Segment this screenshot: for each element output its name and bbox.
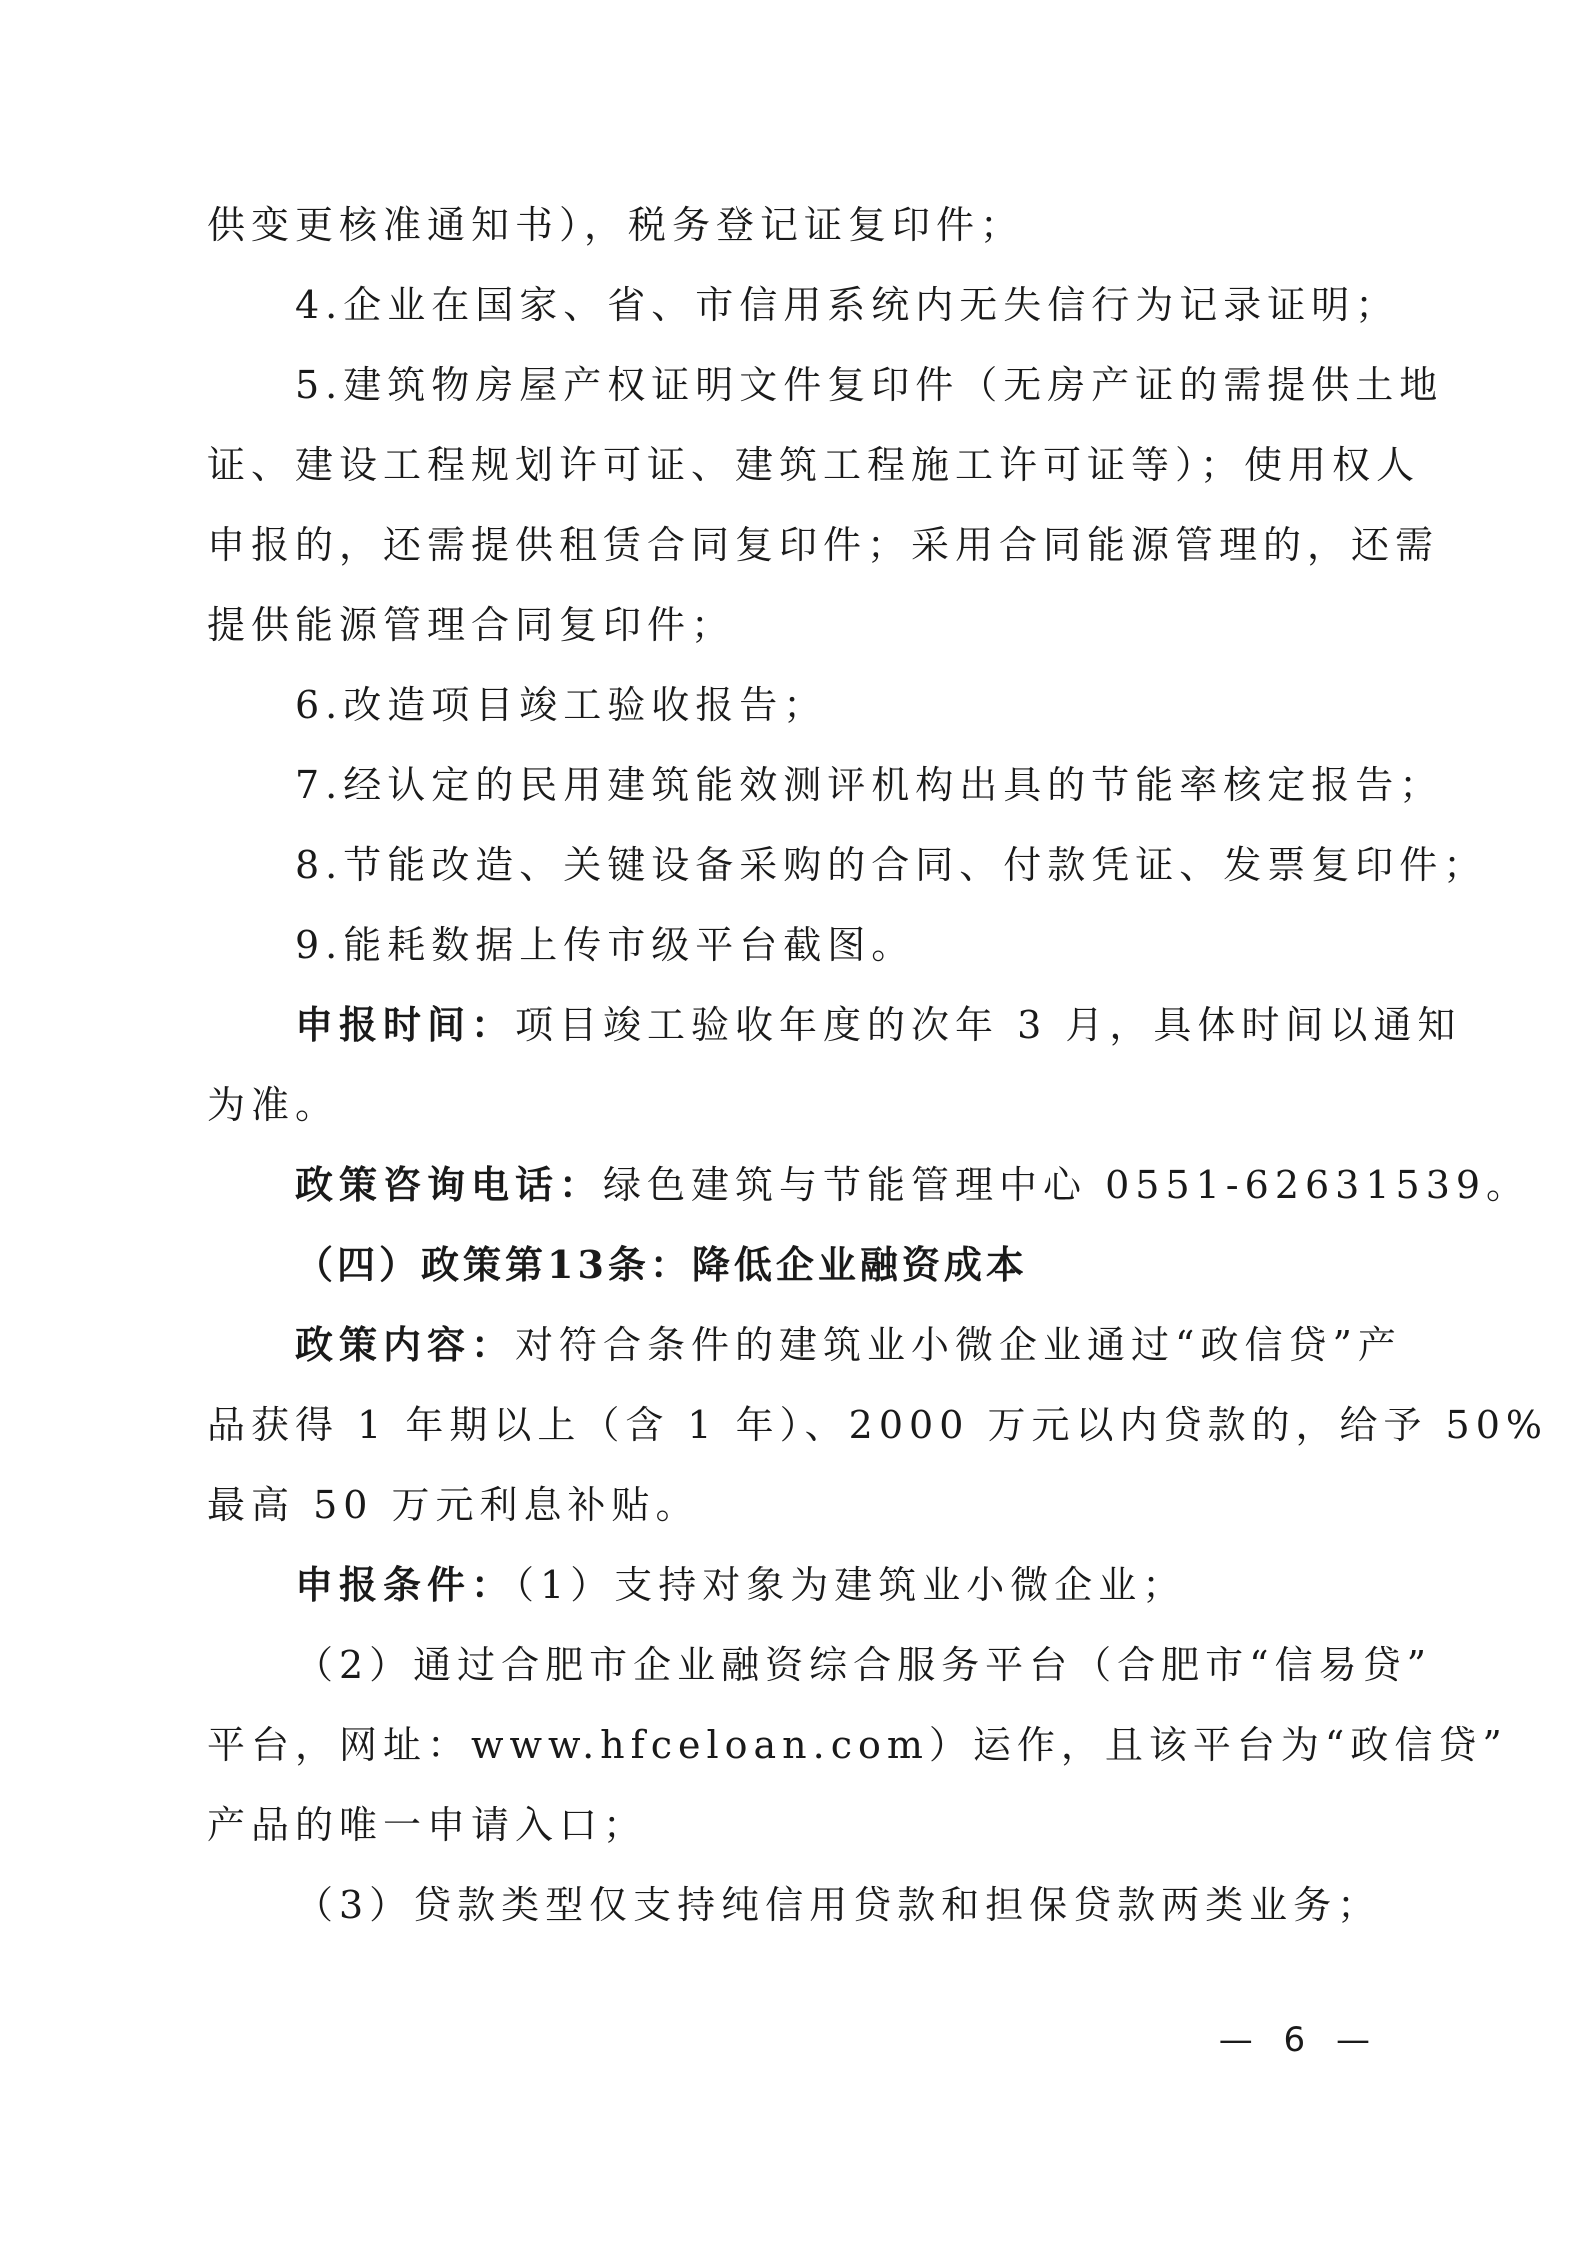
condition-2: （2）通过合肥市企业融资综合服务平台（合肥市“信易贷” xyxy=(295,1643,1433,1687)
application-time-label: 申报时间： xyxy=(295,1002,516,1047)
consult-phone-text: 绿色建筑与节能管理中心 0551-62631539。 xyxy=(603,1163,1531,1207)
list-item-6: 6.改造项目竣工验收报告； xyxy=(295,683,828,727)
document-body xyxy=(207,185,1548,1945)
list-item-4: 4.企业在国家、省、市信用系统内无失信行为记录证明； xyxy=(295,283,1400,327)
application-conditions-text: （1）支持对象为建筑业小微企业； xyxy=(515,1563,1187,1607)
condition-3: （3）贷款类型仅支持纯信用贷款和担保贷款两类业务； xyxy=(295,1883,1382,1927)
list-item-5: 5.建筑物房屋产权证明文件复印件（无房产证的需提供土地 xyxy=(295,363,1444,407)
text-line: 证、建设工程规划许可证、建筑工程施工许可证等）；使用权人 xyxy=(207,443,1421,487)
section-heading: （四）政策第13条：降低企业融资成本 xyxy=(295,1242,1028,1287)
policy-content-text: 对符合条件的建筑业小微企业通过“政信贷”产 xyxy=(515,1323,1402,1367)
text-line: 申报的，还需提供租赁合同复印件；采用合同能源管理的，还需 xyxy=(207,523,1440,567)
application-time-text: 项目竣工验收年度的次年 3 月，具体时间以通知 xyxy=(515,1003,1462,1047)
consult-phone-label: 政策咨询电话： xyxy=(295,1162,604,1207)
application-conditions-label: 申报条件： xyxy=(295,1562,516,1607)
application-conditions xyxy=(207,1545,1387,1625)
policy-content-label: 政策内容： xyxy=(295,1322,516,1367)
list-item-8: 8.节能改造、关键设备采购的合同、付款凭证、发票复印件； xyxy=(295,843,1488,887)
text-line: 提供能源管理合同复印件； xyxy=(207,603,736,647)
text-line: 供变更核准通知书），税务登记证复印件； xyxy=(207,203,1025,247)
list-item-9: 9.能耗数据上传市级平台截图。 xyxy=(295,923,916,967)
policy-content xyxy=(207,1305,1402,1385)
page-number: — 6 — xyxy=(1218,2020,1380,2060)
list-item-7: 7.经认定的民用建筑能效测评机构出具的节能率核定报告； xyxy=(295,763,1444,807)
text-line: 为准。 xyxy=(207,1083,340,1127)
application-time xyxy=(207,985,1462,1065)
text-line: 平台，网址：www.hfceloan.com）运作，且该平台为“政信贷” xyxy=(207,1723,1508,1767)
text-line: 品获得 1 年期以上（含 1 年）、2000 万元以内贷款的，给予 50% xyxy=(207,1403,1548,1447)
text-line: 最高 50 万元利息补贴。 xyxy=(207,1483,700,1527)
consult-phone xyxy=(207,1145,1531,1225)
text-line: 产品的唯一申请入口； xyxy=(207,1803,648,1847)
